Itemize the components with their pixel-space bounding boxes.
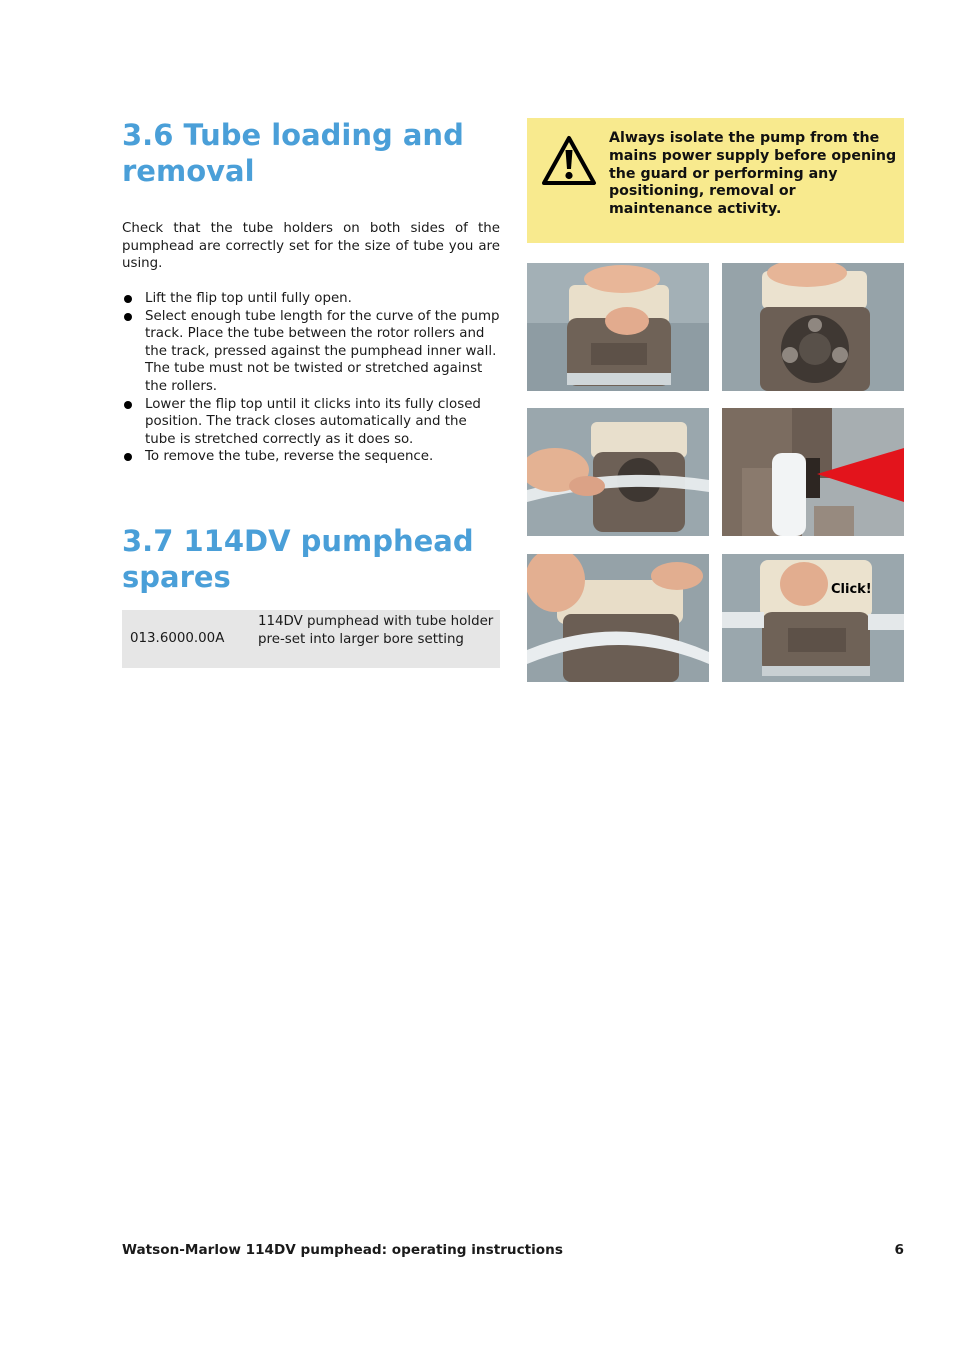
spare-part-description: 114DV pumphead with tube holder pre-set into larger bore setting — [258, 614, 494, 647]
intro-paragraph: Check that the tube holders on both sides of the pumphead are correctly set for the size of tube you are using. — [122, 221, 500, 272]
photo-lift-flip-top — [527, 263, 709, 391]
spares-table-row — [122, 610, 500, 668]
photo-insert-tube — [527, 408, 709, 536]
page-footer — [122, 1242, 904, 1258]
photo-tube-holder-detail — [722, 408, 904, 536]
warning-box — [527, 118, 904, 243]
list-item: Lower the flip top until it clicks into its fully closed position. The track closes automatically and the tube is stretched correctly as it does so. — [122, 396, 500, 449]
photo-close-flip-top — [527, 554, 709, 682]
page-number: 6 — [894, 1242, 904, 1258]
bullet-icon — [124, 401, 132, 409]
bullet-icon — [124, 313, 132, 321]
section-3-7-title: 3.7 114DV pumphead spares — [122, 524, 474, 594]
photo-open-pumphead — [722, 263, 904, 391]
list-item: To remove the tube, reverse the sequence. — [122, 448, 500, 466]
bullet-icon — [124, 295, 132, 303]
spare-part-code: 013.6000.00A — [130, 631, 225, 646]
photo-closed-click — [722, 554, 904, 682]
click-label: Click! — [831, 582, 872, 597]
footer-title: Watson-Marlow 114DV pumphead: operating instructions — [122, 1242, 563, 1258]
warning-text: Always isolate the pump from the mains power supply before opening the guard or performing any positioning, removal or maintenance activity. — [609, 130, 897, 218]
warning-triangle-icon — [541, 135, 597, 187]
bullet-icon — [124, 453, 132, 461]
loading-steps-list — [122, 290, 500, 466]
list-item: Select enough tube length for the curve of the pump track. Place the tube between the rotor rollers and the track, pressed against the pumphead inner wall. The tube must not be twisted or stretched against the rollers. — [122, 308, 500, 396]
section-3-6-title: 3.6 Tube loading and removal — [122, 118, 464, 188]
list-item: Lift the flip top until fully open. — [122, 290, 500, 308]
